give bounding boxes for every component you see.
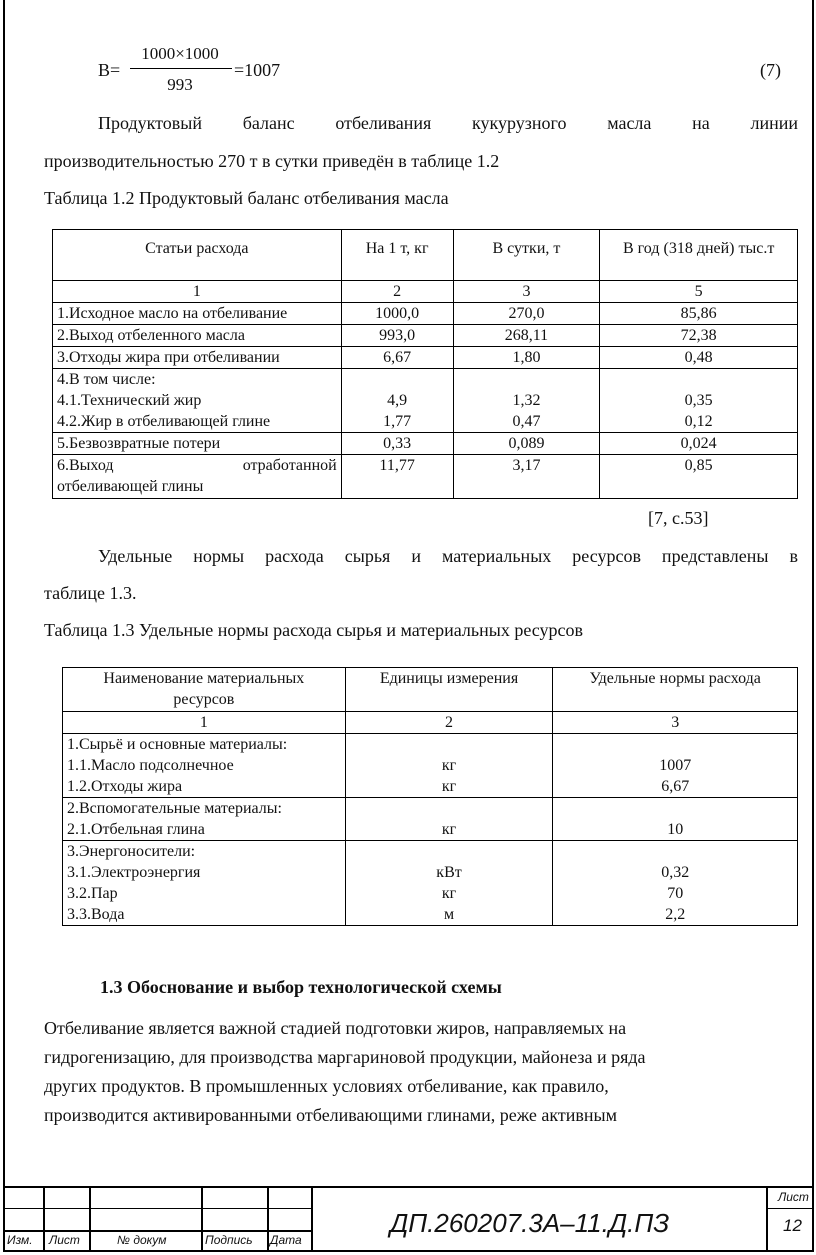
col-number: 1 <box>63 712 346 734</box>
label-izm: Изм. <box>7 1233 33 1247</box>
cell: 0,48 <box>600 347 798 369</box>
intro2-line2: таблице 1.3. <box>44 583 137 603</box>
table2-caption: Таблица 1.2 Продуктовый баланс отбеливания масла <box>44 188 449 208</box>
col-header: На 1 т, кг <box>341 230 453 281</box>
table-row-group <box>53 369 798 433</box>
row-name: 4.1.Технический жир <box>57 392 202 409</box>
col-header: В год (318 дней) тыс.т <box>600 230 798 281</box>
group-units <box>345 734 553 798</box>
cell: 0,85 <box>600 455 798 499</box>
stamp-col-line <box>267 1186 269 1252</box>
intro2-line1: Удельные нормы расхода сырья и материальных ресурсов представлены в <box>98 546 798 566</box>
cell: 0,33 <box>341 433 453 455</box>
stamp-col-line <box>89 1186 91 1252</box>
row-name: 3.Отходы жира при отбеливании <box>53 347 342 369</box>
row-name: 4.В том числе: <box>57 371 156 388</box>
cell-group <box>453 369 600 433</box>
item-norm: 0,32 <box>661 864 690 881</box>
item-unit: кг <box>441 778 457 795</box>
section-body <box>44 1014 798 1130</box>
item-name: 1.1.Масло подсолнечное <box>67 757 234 774</box>
fraction-bar <box>130 68 232 69</box>
col-header <box>63 668 346 712</box>
col-header: В сутки, т <box>453 230 600 281</box>
body-line: гидрогенизацию, для производства маргариновой продукции, майонеза и ряда <box>44 1047 646 1067</box>
group-title: 3.Энергоносители: <box>67 843 196 860</box>
group-norms <box>553 734 798 798</box>
formula-numerator: 1000×1000 <box>141 44 219 63</box>
item-norm: 2,2 <box>665 906 686 923</box>
stamp-col-line <box>201 1186 203 1252</box>
row-name: 4.2.Жир в отбеливающей глине <box>57 413 271 430</box>
table-number-row <box>53 281 798 303</box>
stamp-col-line <box>766 1186 768 1252</box>
item-name: 2.1.Отбельная глина <box>67 821 205 838</box>
row-name-group <box>53 369 342 433</box>
cell: 0,089 <box>453 433 600 455</box>
group-units <box>345 798 553 841</box>
table-row <box>53 325 798 347</box>
body-line: Отбеливание является важной стадией подготовки жиров, направляемых на <box>44 1018 627 1038</box>
cell: 1,32 <box>512 392 541 409</box>
cell: 1000,0 <box>341 303 453 325</box>
equation-number: (7) <box>760 60 781 80</box>
table3-caption: Таблица 1.3 Удельные нормы расхода сырья и материальных ресурсов <box>44 620 584 640</box>
item-norm: 70 <box>667 885 684 902</box>
cell: 6,67 <box>341 347 453 369</box>
intro1-line1: Продуктовый баланс отбеливания кукурузного масла на линии <box>98 113 798 133</box>
table-row <box>53 347 798 369</box>
col-number: 3 <box>553 712 798 734</box>
body-line: других продуктов. В промышленных условиях отбеливание, как правило, <box>44 1076 609 1096</box>
cell: 72,38 <box>600 325 798 347</box>
balance-table <box>52 229 798 499</box>
group-norms <box>553 798 798 841</box>
item-name: 3.1.Электроэнергия <box>67 864 201 881</box>
group-title: 2.Вспомогательные материалы: <box>67 800 282 817</box>
cell: 993,0 <box>341 325 453 347</box>
col-number: 1 <box>53 281 342 303</box>
item-unit: кВт <box>436 864 462 881</box>
cell: 4,9 <box>387 392 408 409</box>
stamp-top-line <box>3 1186 814 1188</box>
cell: 85,86 <box>600 303 798 325</box>
col-header-line: Наименование материальных <box>103 670 305 687</box>
group-names <box>63 798 346 841</box>
table-header-row <box>53 230 798 281</box>
cell: 3,17 <box>453 455 600 499</box>
norms-table <box>62 667 798 926</box>
table-header-row <box>63 668 798 712</box>
label-doc-no: № докум <box>117 1233 167 1247</box>
table-row-group <box>63 734 798 798</box>
stamp-sheet-line <box>766 1208 812 1209</box>
label-sign: Подпись <box>205 1233 253 1247</box>
item-name: 3.2.Пар <box>67 885 118 902</box>
group-title: 1.Сырьё и основные материалы: <box>67 736 288 753</box>
row-name <box>53 455 342 499</box>
row-name: 2.Выход отбеленного масла <box>53 325 342 347</box>
cell: 1,80 <box>453 347 600 369</box>
group-names <box>63 734 346 798</box>
table-row <box>53 303 798 325</box>
cell: 268,11 <box>453 325 600 347</box>
table-row-group <box>63 841 798 926</box>
row-name: 5.Безвозвратные потери <box>53 433 342 455</box>
section-heading: 1.3 Обоснование и выбор технологической схемы <box>100 977 502 997</box>
row-name-part: отбеливающей глины <box>57 478 204 495</box>
formula-lhs: В= <box>98 60 121 80</box>
document-code: ДП.260207.3А–11.Д.ПЗ <box>390 1208 670 1238</box>
group-names <box>63 841 346 926</box>
col-number: 3 <box>453 281 600 303</box>
item-norm: 6,67 <box>661 778 690 795</box>
sheet-number: 12 <box>783 1216 802 1235</box>
item-unit: кг <box>441 757 457 774</box>
item-unit: м <box>443 906 455 923</box>
group-norms <box>553 841 798 926</box>
cell: 0,47 <box>512 413 541 430</box>
formula-rhs: =1007 <box>234 60 281 80</box>
item-name: 3.3.Вода <box>67 906 125 923</box>
item-unit: кг <box>441 821 457 838</box>
row-name: 1.Исходное масло на отбеливание <box>53 303 342 325</box>
col-header: Единицы измерения <box>345 668 553 712</box>
item-name: 1.2.Отходы жира <box>67 778 183 795</box>
stamp-col-line <box>43 1186 45 1252</box>
sheet-label: Лист <box>778 1190 809 1204</box>
item-norm: 1007 <box>659 757 692 774</box>
cell: 0,024 <box>600 433 798 455</box>
col-number: 2 <box>345 712 553 734</box>
cell-group <box>600 369 798 433</box>
col-header: Удельные нормы расхода <box>553 668 798 712</box>
label-date: Дата <box>270 1233 302 1247</box>
table-row <box>53 433 798 455</box>
item-unit: кг <box>441 885 457 902</box>
item-norm: 10 <box>667 821 684 838</box>
row-name-part: 6.Выход <box>57 457 114 474</box>
col-number: 5 <box>600 281 798 303</box>
cell: 0,35 <box>684 392 713 409</box>
cell-group <box>341 369 453 433</box>
cell: 11,77 <box>341 455 453 499</box>
source-reference: [7, с.53] <box>648 508 709 528</box>
stamp-row-line <box>3 1230 311 1232</box>
col-header: Статьи расхода <box>53 230 342 281</box>
cell: 0,12 <box>684 413 713 430</box>
table-row <box>53 455 798 499</box>
label-list: Лист <box>49 1233 80 1247</box>
group-units <box>345 841 553 926</box>
body-line: производится активированными отбеливающими глинами, реже активным <box>44 1105 618 1125</box>
stamp-col-line <box>311 1186 313 1252</box>
table-row-group <box>63 798 798 841</box>
row-name-part: отработанной <box>242 457 337 474</box>
col-header-line: ресурсов <box>173 691 235 708</box>
intro1-line2: производительностью 270 т в сутки приведён в таблице 1.2 <box>44 151 500 171</box>
cell: 1,77 <box>383 413 412 430</box>
col-number: 2 <box>341 281 453 303</box>
stamp-row-line <box>3 1208 311 1209</box>
table-number-row <box>63 712 798 734</box>
formula-denominator: 993 <box>167 75 193 94</box>
cell: 270,0 <box>453 303 600 325</box>
